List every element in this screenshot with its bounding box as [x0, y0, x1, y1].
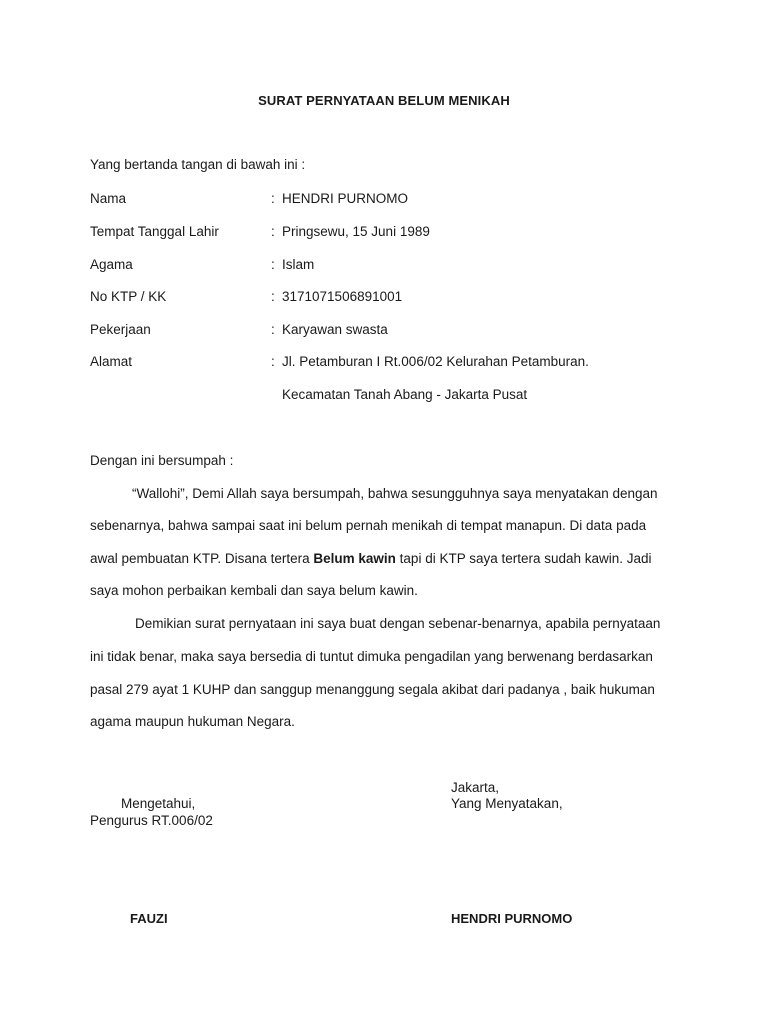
intro-text: Yang bertanda tangan di bawah ini :	[90, 157, 306, 172]
field-colon: :	[271, 191, 275, 206]
text-segment: awal pembuatan KTP. Disana tertera	[90, 551, 314, 566]
field-label: Tempat Tanggal Lahir	[90, 224, 219, 239]
field-value: Jl. Petamburan I Rt.006/02 Kelurahan Petamburan.	[282, 354, 589, 369]
oath-paragraph-2-line: agama maupun hukuman Negara.	[90, 714, 295, 729]
emphasis-text: Belum kawin	[313, 551, 396, 566]
field-colon: :	[271, 322, 275, 337]
field-row-ttl	[90, 223, 690, 241]
oath-paragraph-1-line: sebenarnya, bahwa sampai saat ini belum pernah menikah di tempat manapun. Di data pada	[90, 518, 647, 533]
field-row-ktp	[90, 288, 690, 306]
left-signatory-name: FAUZI	[130, 911, 168, 926]
oath-paragraph-2-line: ini tidak benar, maka saya bersedia di tuntut dimuka pengadilan yang berwenang berdasarkan	[90, 649, 653, 664]
field-value: HENDRI PURNOMO	[282, 191, 409, 206]
right-signature-line2: Yang Menyatakan,	[451, 796, 563, 811]
oath-paragraph-2-line: Demikian surat pernyataan ini saya buat dengan sebenar-benarnya, apabila pernyataan	[135, 616, 661, 631]
field-colon: :	[271, 224, 275, 239]
field-value: 3171071506891001	[282, 289, 403, 304]
field-colon: :	[271, 257, 275, 272]
field-label: No KTP / KK	[90, 289, 167, 304]
left-signature-line2: Pengurus RT.006/02	[90, 813, 213, 828]
oath-paragraph-1-line: saya mohon perbaikan kembali dan saya belum kawin.	[90, 583, 418, 598]
right-signature-line1: Jakarta,	[451, 780, 500, 795]
oath-paragraph-1-line: “Wallohi”, Demi Allah saya bersumpah, bahwa sesungguhnya saya menyatakan dengan	[132, 486, 658, 501]
field-label: Pekerjaan	[90, 322, 151, 337]
oath-heading: Dengan ini bersumpah :	[90, 453, 234, 468]
field-label: Alamat	[90, 354, 133, 369]
field-row-pekerjaan	[90, 321, 690, 339]
letter-title: SURAT PERNYATAAN BELUM MENIKAH	[258, 93, 510, 108]
field-value: Karyawan swasta	[282, 322, 388, 337]
field-label: Agama	[90, 257, 133, 272]
field-colon: :	[271, 289, 275, 304]
left-signature-line1: Mengetahui,	[121, 796, 196, 811]
oath-paragraph-2-line: pasal 279 ayat 1 KUHP dan sanggup menanggung segala akibat dari padanya , baik hukuman	[90, 682, 655, 697]
field-value-cont: Kecamatan Tanah Abang - Jakarta Pusat	[282, 387, 528, 402]
field-row-nama	[90, 190, 690, 208]
field-row-agama	[90, 256, 690, 274]
field-colon: :	[271, 354, 275, 369]
field-value: Islam	[282, 257, 315, 272]
field-row-alamat-cont	[90, 386, 690, 404]
field-value: Pringsewu, 15 Juni 1989	[282, 224, 430, 239]
field-label: Nama	[90, 191, 127, 206]
text-segment: tapi di KTP saya tertera sudah kawin. Jadi	[395, 551, 652, 566]
oath-paragraph-1-line	[90, 550, 652, 568]
field-row-alamat	[90, 353, 690, 371]
right-signatory-name: HENDRI PURNOMO	[451, 911, 573, 926]
